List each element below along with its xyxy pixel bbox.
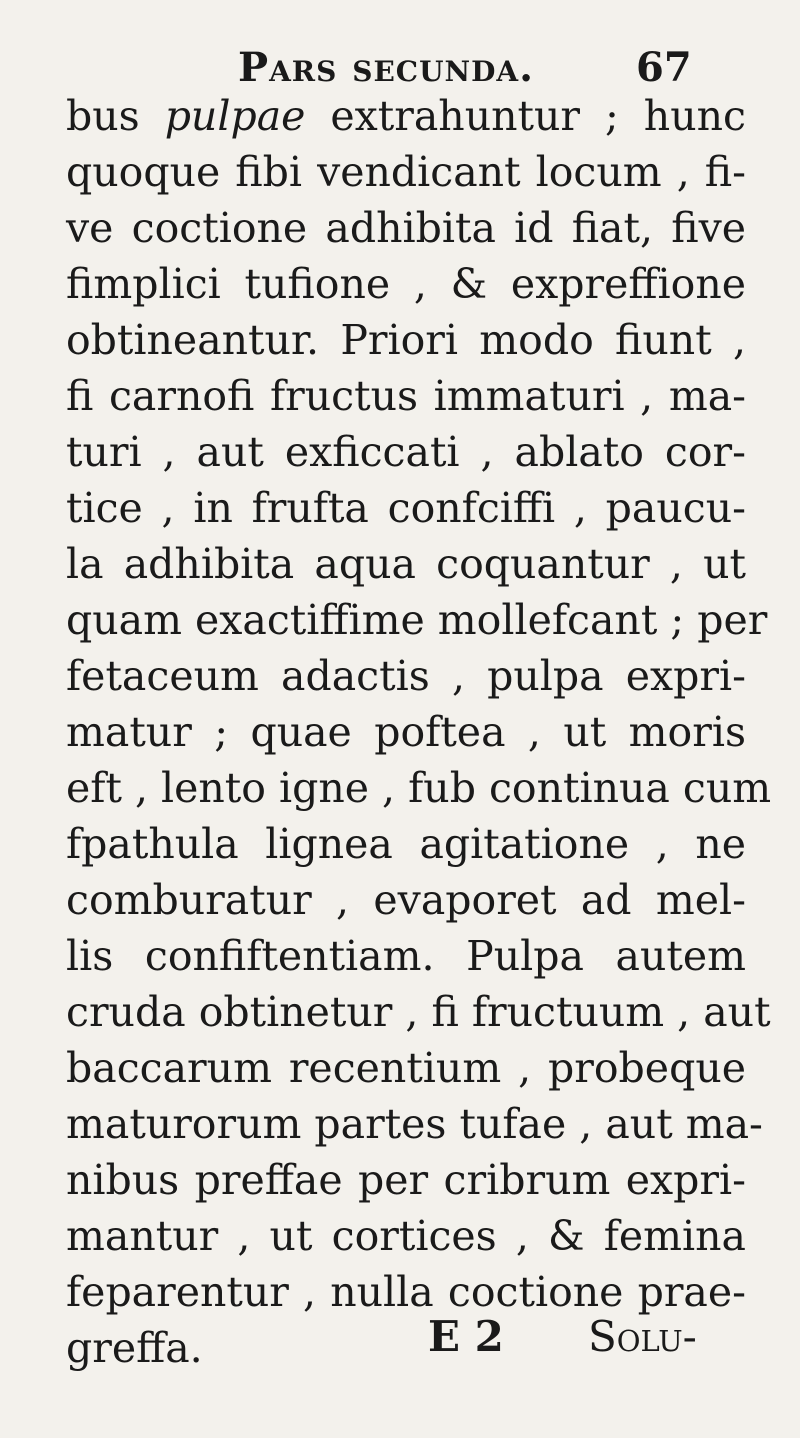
text-line: [66, 928, 746, 984]
text-segment: obtineantur. Priori modo fiunt ,: [66, 316, 746, 364]
text-line: [66, 256, 746, 312]
text-line: [66, 368, 746, 424]
text-segment: extrahuntur ; hunc: [305, 92, 746, 140]
text-line: [66, 312, 746, 368]
text-line: [66, 424, 746, 480]
page-number: 67: [636, 44, 692, 91]
text-segment: fpathula lignea agitatione , ne: [66, 820, 746, 868]
text-line: [66, 816, 746, 872]
text-segment: nibus preffae per cribrum expri-: [66, 1156, 746, 1204]
text-segment: quam exactiffime mollefcant ; per: [66, 596, 768, 644]
text-segment: la adhibita aqua coquantur , ut: [66, 540, 746, 588]
text-line: [66, 1040, 746, 1096]
text-segment: fi carnofi fructus immaturi , ma-: [66, 372, 746, 420]
text-segment: turi , aut exficcati , ablato cor-: [66, 428, 746, 476]
text-line: [66, 480, 746, 536]
text-segment: fetaceum adactis , pulpa expri-: [66, 652, 746, 700]
text-segment: tice , in frufta confciffi , paucu-: [66, 484, 746, 532]
text-line: [66, 88, 746, 144]
signature-mark: E 2: [428, 1312, 504, 1361]
text-segment: maturorum partes tufae , aut ma-: [66, 1100, 763, 1148]
text-line: [66, 872, 746, 928]
text-line: [66, 1152, 746, 1208]
text-line: [66, 984, 771, 1040]
body-text: [66, 88, 772, 1376]
text-segment: greffa.: [66, 1324, 203, 1372]
text-segment: bus: [66, 92, 165, 140]
text-segment: baccarum recentium , probeque: [66, 1044, 746, 1092]
text-segment: quoque fibi vendicant locum , fi-: [66, 148, 746, 196]
text-line: [66, 1208, 746, 1264]
text-segment: mantur , ut cortices , & femina: [66, 1212, 746, 1260]
page-header: [0, 26, 800, 91]
text-line: [66, 536, 746, 592]
text-segment: matur ; quae poftea , ut moris: [66, 708, 746, 756]
text-segment: comburatur , evaporet ad mel-: [66, 876, 746, 924]
text-line: [66, 144, 746, 200]
text-segment: eft , lento igne , fub continua cum: [66, 764, 772, 812]
catchword: Solu-: [588, 1312, 697, 1361]
page-footer: [0, 1312, 800, 1382]
text-segment: cruda obtinetur , fi fructuum , aut: [66, 988, 771, 1036]
text-line: [66, 760, 772, 816]
text-line: [66, 704, 746, 760]
text-segment: fimplici tufione , & expreffione: [66, 260, 746, 308]
text-line: [66, 1096, 763, 1152]
text-segment: ve coctione adhibita id fiat, five: [66, 204, 746, 252]
italic-word: pulpae: [164, 92, 306, 140]
text-line: [66, 648, 746, 704]
running-head: Pars secunda.: [238, 44, 535, 91]
text-line: [66, 200, 746, 256]
text-segment: feparentur , nulla coctione prae-: [66, 1268, 746, 1316]
text-line: [66, 592, 768, 648]
text-segment: lis confiftentiam. Pulpa autem: [66, 932, 746, 980]
